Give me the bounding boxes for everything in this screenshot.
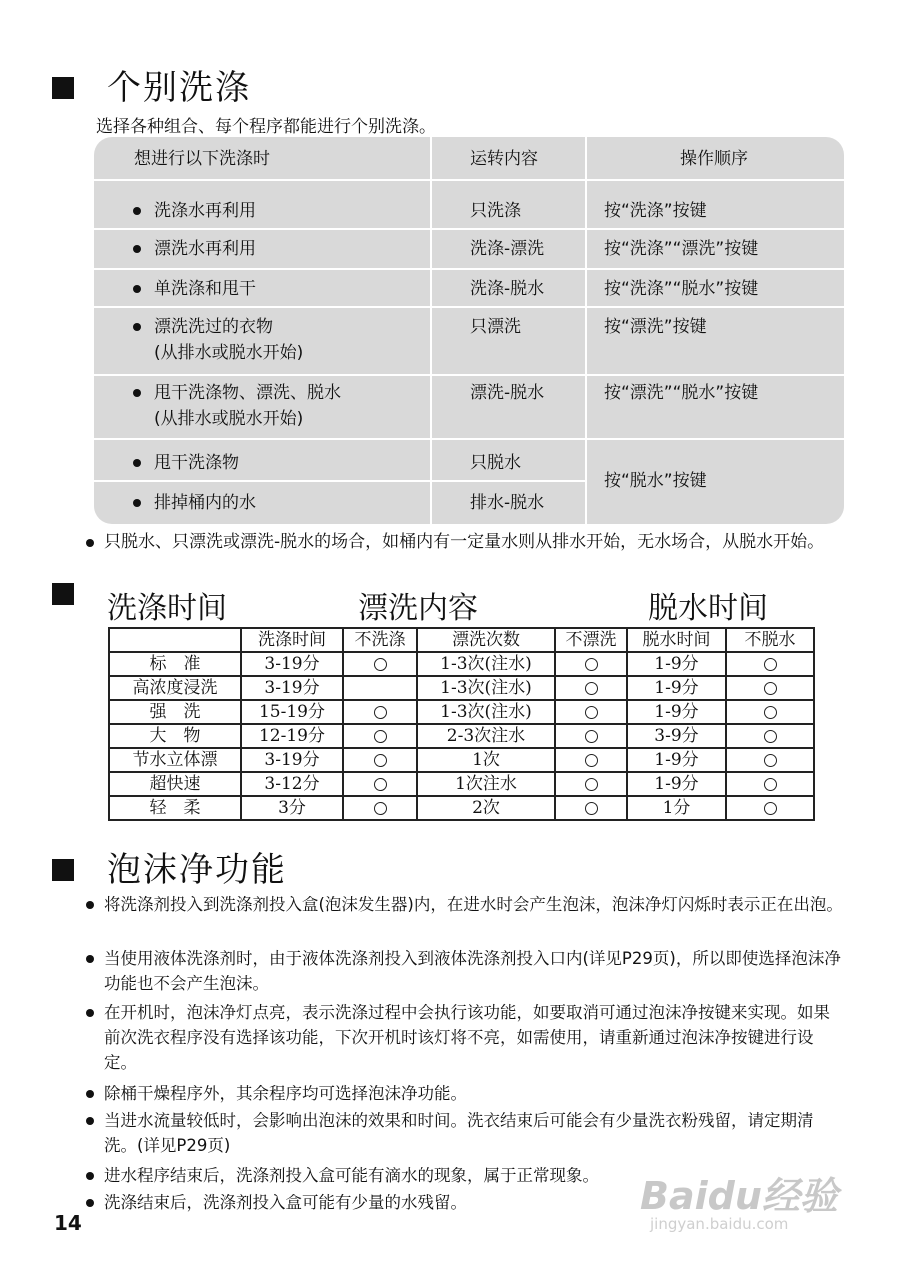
no-wash xyxy=(343,652,417,676)
program-row xyxy=(109,796,814,820)
program-row xyxy=(109,676,814,700)
rinse-count: 1次注水 xyxy=(417,772,555,796)
title-spin-time: 脱水时间 xyxy=(648,591,768,626)
program-row xyxy=(109,652,814,676)
no-wash xyxy=(343,724,417,748)
row-content: 洗涤-漂洗 xyxy=(470,239,545,259)
square-bullet-icon xyxy=(52,583,74,605)
header-content: 运转内容 xyxy=(470,149,538,169)
circle-mark-icon xyxy=(764,754,777,767)
section-heading-times xyxy=(52,583,74,605)
no-wash xyxy=(343,676,417,700)
program-name: 超快速 xyxy=(109,772,241,796)
program-name: 轻 柔 xyxy=(109,796,241,820)
wash-time: 3分 xyxy=(241,796,343,820)
row-item-sub: (从排水或脱水开始) xyxy=(154,343,304,363)
no-spin xyxy=(726,724,814,748)
header-cell: 脱水时间 xyxy=(627,628,726,652)
foam-note: 在开机时，泡沫净灯点亮，表示洗涤过程中会执行该功能，如要取消可通过泡沫净按键来实现。如果前次洗衣程序没有选择该功能，下次开机时该灯将不亮，如需使用，请重新通过泡沫净按键进行设定。 xyxy=(104,1000,844,1075)
circle-mark-icon xyxy=(374,706,387,719)
wash-time: 3-19分 xyxy=(241,652,343,676)
header-cell: 漂洗次数 xyxy=(417,628,555,652)
foam-note: 进水程序结束后，洗涤剂投入盒可能有滴水的现象，属于正常现象。 xyxy=(104,1163,844,1188)
header-want: 想进行以下洗涤时 xyxy=(134,149,270,169)
section-heading-individual-wash xyxy=(52,68,251,108)
no-spin xyxy=(726,652,814,676)
wash-time: 3-19分 xyxy=(241,748,343,772)
program-row xyxy=(109,700,814,724)
circle-mark-icon xyxy=(374,802,387,815)
no-rinse xyxy=(555,748,627,772)
program-name: 标 准 xyxy=(109,652,241,676)
circle-mark-icon xyxy=(374,730,387,743)
row-item: 漂洗洗过的衣物 xyxy=(154,317,273,337)
no-wash xyxy=(343,796,417,820)
row-item: 甩干洗涤物、漂洗、脱水 xyxy=(154,383,341,403)
program-name: 节水立体漂 xyxy=(109,748,241,772)
intro-text: 选择各种组合、每个程序都能进行个别洗涤。 xyxy=(96,117,436,137)
row-content: 排水-脱水 xyxy=(470,493,545,513)
circle-mark-icon xyxy=(764,682,777,695)
spin-time: 1-9分 xyxy=(627,652,726,676)
circle-mark-icon xyxy=(764,658,777,671)
circle-mark-icon xyxy=(374,754,387,767)
no-spin xyxy=(726,796,814,820)
title-wash-time: 洗涤时间 xyxy=(107,591,227,626)
merged-operation: 按“脱水”按键 xyxy=(604,471,707,491)
no-spin xyxy=(726,700,814,724)
row-item: 洗涤水再利用 xyxy=(154,201,256,221)
circle-mark-icon xyxy=(764,778,777,791)
page-number: 14 xyxy=(54,1211,82,1235)
circle-mark-icon xyxy=(585,658,598,671)
no-wash xyxy=(343,748,417,772)
no-spin xyxy=(726,772,814,796)
wash-time: 3-12分 xyxy=(241,772,343,796)
watermark-url: jingyan.baidu.com xyxy=(650,1215,789,1233)
row-content: 漂洗-脱水 xyxy=(470,383,545,403)
row-item: 排掉桶内的水 xyxy=(154,493,256,513)
no-rinse xyxy=(555,724,627,748)
rinse-count: 1次 xyxy=(417,748,555,772)
section-heading-foam xyxy=(52,850,287,890)
rinse-count: 2次 xyxy=(417,796,555,820)
header-cell: 不脱水 xyxy=(726,628,814,652)
rinse-count: 1-3次(注水) xyxy=(417,652,555,676)
header-operation: 操作顺序 xyxy=(680,149,748,169)
program-name: 高浓度浸洗 xyxy=(109,676,241,700)
spin-time: 1-9分 xyxy=(627,676,726,700)
program-row xyxy=(109,748,814,772)
row-operation: 按“漂洗”“脱水”按键 xyxy=(604,383,759,403)
section-title: 泡沫净功能 xyxy=(107,850,287,890)
wash-time: 12-19分 xyxy=(241,724,343,748)
spin-time: 1-9分 xyxy=(627,772,726,796)
program-row xyxy=(109,772,814,796)
rinse-count: 2-3次注水 xyxy=(417,724,555,748)
rinse-count: 1-3次(注水) xyxy=(417,700,555,724)
row-operation: 按“漂洗”按键 xyxy=(604,317,707,337)
program-name: 强 洗 xyxy=(109,700,241,724)
row-item: 单洗涤和甩干 xyxy=(154,279,256,299)
circle-mark-icon xyxy=(585,802,598,815)
circle-mark-icon xyxy=(585,778,598,791)
foam-note: 除桶干燥程序外，其余程序均可选择泡沫净功能。 xyxy=(104,1081,844,1106)
circle-mark-icon xyxy=(585,730,598,743)
circle-mark-icon xyxy=(585,682,598,695)
spin-time: 3-9分 xyxy=(627,724,726,748)
row-operation: 按“洗涤”“脱水”按键 xyxy=(604,279,759,299)
row-content: 只洗涤 xyxy=(470,201,521,221)
no-spin xyxy=(726,748,814,772)
no-rinse xyxy=(555,796,627,820)
header-cell: 不洗涤 xyxy=(343,628,417,652)
program-row xyxy=(109,724,814,748)
row-content: 只脱水 xyxy=(470,453,521,473)
square-bullet-icon xyxy=(52,859,74,881)
spin-time: 1-9分 xyxy=(627,700,726,724)
foam-note: 当进水流量较低时，会影响出泡沫的效果和时间。洗衣结束后可能会有少量洗衣粉残留，请定期清洗。(详见P29页) xyxy=(104,1108,844,1158)
row-operation: 按“洗涤”“漂洗”按键 xyxy=(604,239,759,259)
circle-mark-icon xyxy=(374,658,387,671)
no-wash xyxy=(343,772,417,796)
rinse-count: 1-3次(注水) xyxy=(417,676,555,700)
wash-time: 15-19分 xyxy=(241,700,343,724)
table-header-row xyxy=(109,628,814,652)
circle-mark-icon xyxy=(585,754,598,767)
table-note: 只脱水、只漂洗或漂洗-脱水的场合，如桶内有一定量水则从排水开始，无水场合，从脱水开始。 xyxy=(104,530,839,555)
circle-mark-icon xyxy=(764,706,777,719)
foam-note: 洗涤结束后，洗涤剂投入盒可能有少量的水残留。 xyxy=(104,1190,844,1215)
circle-mark-icon xyxy=(374,778,387,791)
square-bullet-icon xyxy=(52,77,74,99)
wash-time: 3-19分 xyxy=(241,676,343,700)
foam-note: 当使用液体洗涤剂时，由于液体洗涤剂投入到液体洗涤剂投入口内(详见P29页)，所以即使选择泡沫净功能也不会产生泡沫。 xyxy=(104,946,844,996)
individual-wash-table xyxy=(94,137,844,524)
row-content: 只漂洗 xyxy=(470,317,521,337)
header-cell xyxy=(109,628,241,652)
circle-mark-icon xyxy=(585,706,598,719)
circle-mark-icon xyxy=(764,802,777,815)
watermark-logo: Baidu经验 xyxy=(640,1174,838,1218)
section-title: 个别洗涤 xyxy=(107,68,251,108)
row-item-sub: (从排水或脱水开始) xyxy=(154,409,304,429)
no-spin xyxy=(726,676,814,700)
no-rinse xyxy=(555,700,627,724)
no-wash xyxy=(343,700,417,724)
no-rinse xyxy=(555,772,627,796)
foam-note: 将洗涤剂投入到洗涤剂投入盒(泡沫发生器)内，在进水时会产生泡沫，泡沫净灯闪烁时表示正在出泡。 xyxy=(104,892,844,917)
no-rinse xyxy=(555,652,627,676)
spin-time: 1-9分 xyxy=(627,748,726,772)
title-rinse-content: 漂洗内容 xyxy=(358,591,478,626)
circle-mark-icon xyxy=(764,730,777,743)
no-rinse xyxy=(555,676,627,700)
header-cell: 不漂洗 xyxy=(555,628,627,652)
header-cell: 洗涤时间 xyxy=(241,628,343,652)
row-item: 甩干洗涤物 xyxy=(154,453,239,473)
row-content: 洗涤-脱水 xyxy=(470,279,545,299)
row-item: 漂洗水再利用 xyxy=(154,239,256,259)
spin-time: 1分 xyxy=(627,796,726,820)
program-table xyxy=(108,627,815,821)
row-operation: 按“洗涤”按键 xyxy=(604,201,707,221)
program-name: 大 物 xyxy=(109,724,241,748)
